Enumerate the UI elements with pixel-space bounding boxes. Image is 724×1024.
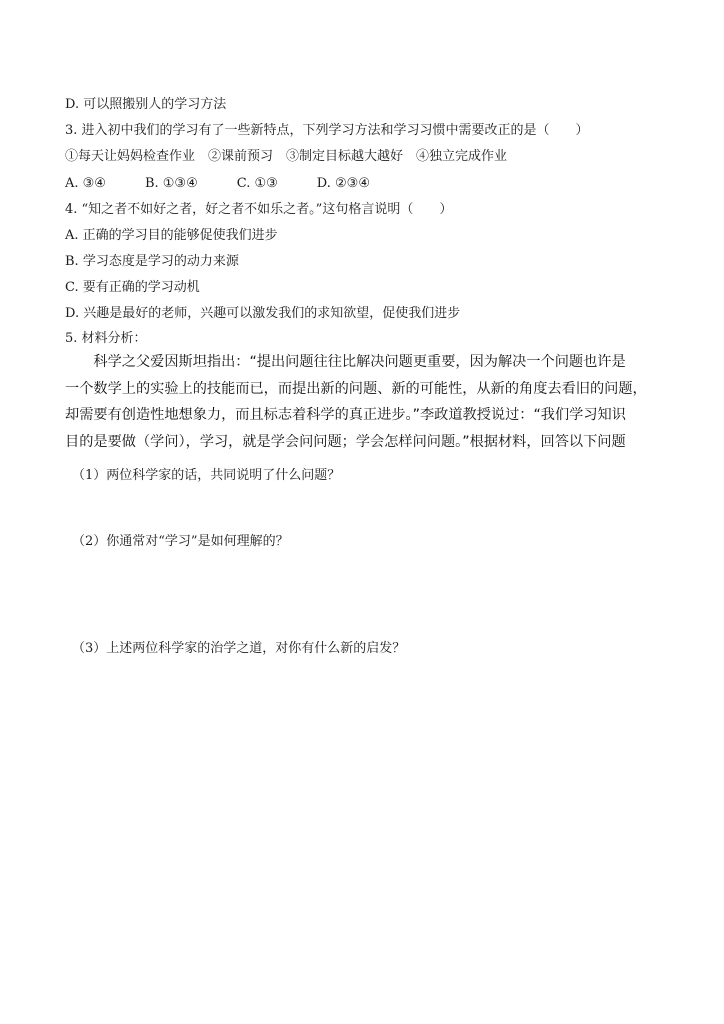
q3-options: A. ③④ B. ①③④ C. ①③ D. ②③④: [65, 176, 370, 191]
q5-sub-question-3: （3）上述两位科学家的治学之道，对你有什么新的启发？: [72, 641, 406, 656]
q4-option-a: A. 正确的学习目的能够促使我们进步: [65, 228, 278, 243]
q5-sub-question-2: （2）你通常对“学习”是如何理解的？: [72, 534, 289, 549]
material-line: 却需要有创造性地想象力，而且标志着科学的真正进步。”李政道教授说过：“我们学习知识: [65, 407, 626, 423]
q5-material-passage: [65, 349, 661, 455]
q2-option-d: D. 可以照搬别人的学习方法: [65, 97, 227, 112]
q5-title: 5. 材料分析：: [65, 331, 147, 346]
q3-stem: 3. 进入初中我们的学习有了一些新特点，下列学习方法和学习习惯中需要改正的是（ ）: [65, 123, 589, 138]
material-line: 一个数学上的实验上的技能而已，而提出新的问题、新的可能性，从新的角度去看旧的问题，: [65, 380, 647, 397]
material-line: 目的是要做（学问），学习，就是学会问问题；学会怎样问问题。”根据材料，回答以下问题: [65, 433, 626, 450]
q3-items: ①每天让妈妈检查作业 ②课前预习 ③制定目标越大越好 ④独立完成作业: [65, 149, 508, 164]
q4-option-d: D. 兴趣是最好的老师，兴趣可以激发我们的求知欲望，促使我们进步: [65, 306, 461, 321]
q4-stem: 4. “知之者不如好之者，好之者不如乐之者。”这句格言说明（ ）: [65, 202, 453, 217]
q4-option-c: C. 要有正确的学习动机: [65, 280, 200, 295]
q4-option-b: B. 学习态度是学习的动力来源: [65, 254, 239, 269]
material-line: 科学之父爱因斯坦指出：“提出问题往往比解决问题更重要，因为解决一个问题也许是: [65, 354, 626, 370]
q5-sub-question-1: （1）两位科学家的话，共同说明了什么问题？: [72, 468, 341, 483]
